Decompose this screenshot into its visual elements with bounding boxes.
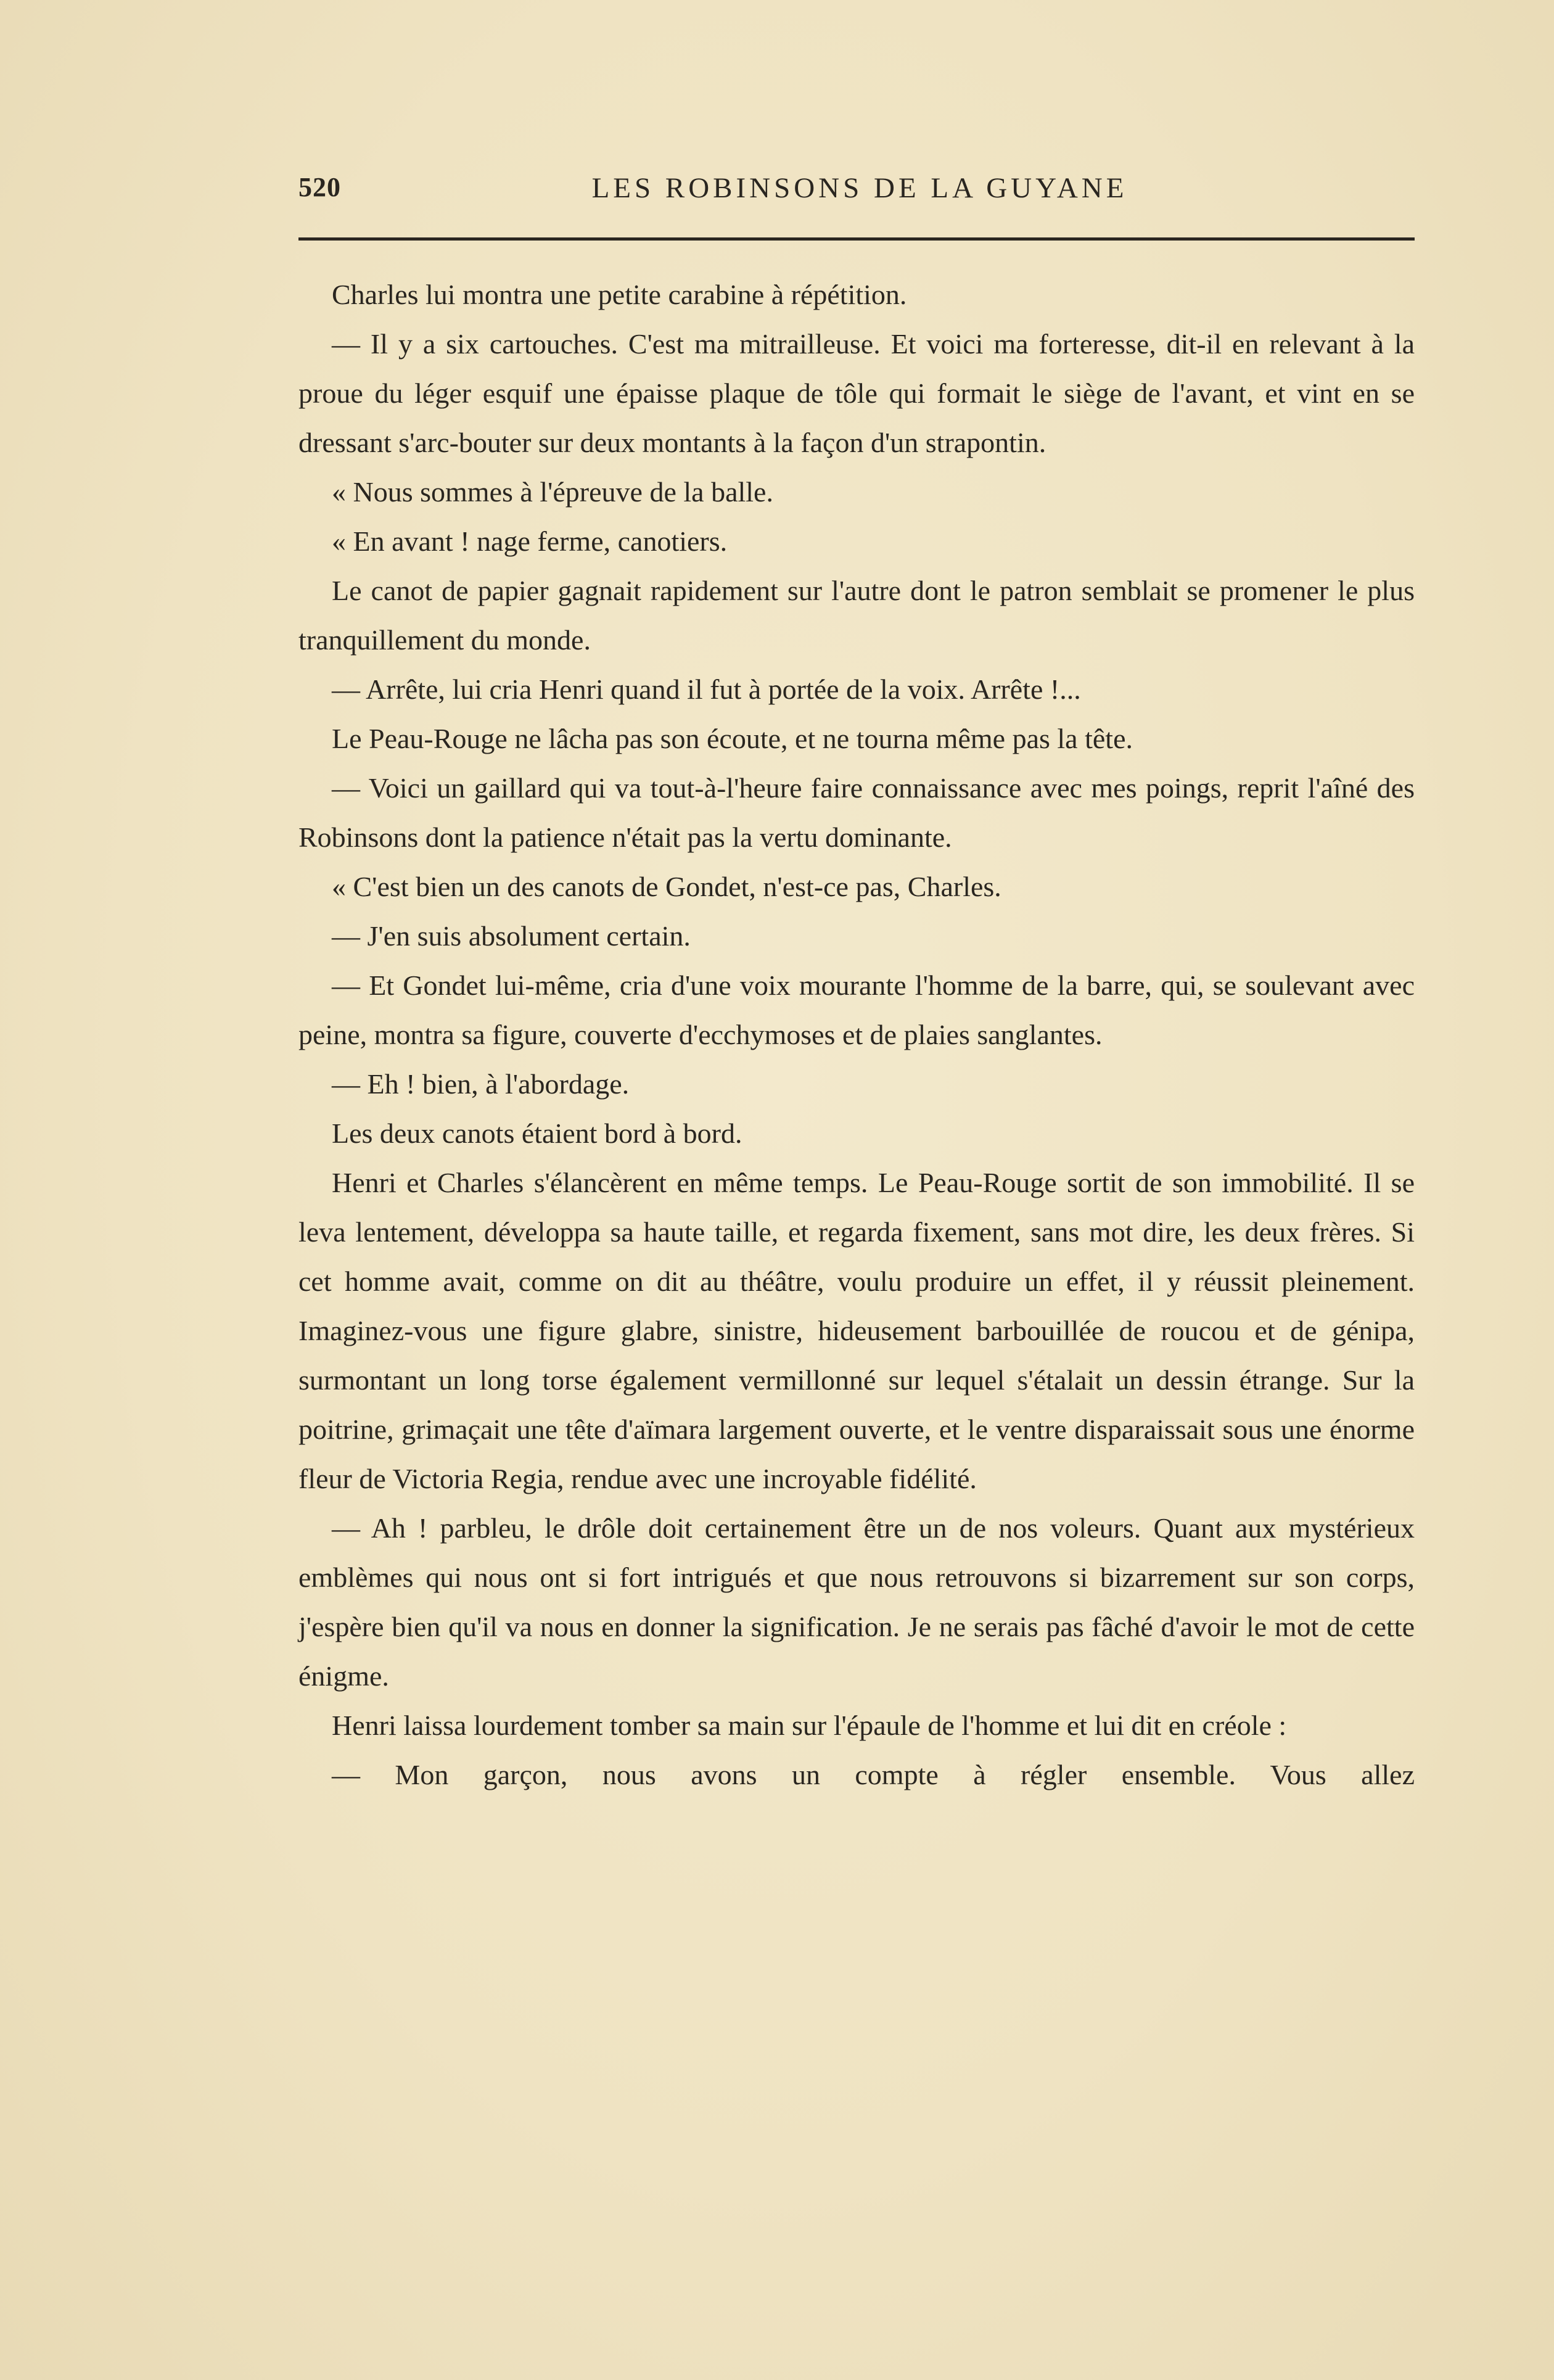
page-header [298, 171, 1415, 215]
paragraph: Charles lui montra une petite carabine à répétition. [332, 279, 907, 310]
paragraph: — Arrête, lui cria Henri quand il fut à portée de la voix. Arrête !... [332, 673, 1081, 705]
paragraph: Henri et Charles s'élancèrent en même temps. Le Peau-Rouge sortit de son immobilité. Il se leva lentement, développa sa haute taille, et regarda fixement, sans mot dire, les deux frères. Si cet homme avait, comme on dit au théâtre, voulu produire un effet, il y réussit pleinement. Imaginez-vous une figure glabre, sinistre, hideusement barbouillée de roucou et de génipa, surmontant un long torse également vermillonné sur lequel s'étalait un dessin étrange. Sur la poitrine, grimaçait une tête d'aïmara largement ouverte, et le ventre disparaissait sous une énorme fleur de Victoria Regia, rendue avec une incroyable fidélité. [298, 1167, 1415, 1494]
paragraph: — Mon garçon, nous avons un compte à régler ensemble. Vous allez [332, 1759, 1415, 1790]
running-title: LES ROBINSONS DE LA GUYANE [591, 172, 1128, 204]
paragraph: — Voici un gaillard qui va tout-à-l'heure faire connaissance avec mes poings, reprit l'aîné des Robinsons dont la patience n'était pas la vertu dominante. [298, 772, 1415, 853]
paragraph: Le Peau-Rouge ne lâcha pas son écoute, et ne tourna même pas la tête. [332, 723, 1133, 754]
paragraph: — Ah ! parbleu, le drôle doit certainement être un de nos voleurs. Quant aux mystérieux emblèmes qui nous ont si fort intrigués et que nous retrouvons si bizarrement sur son corps, j'espère bien qu'il va nous en donner la signification. Je ne serais pas fâché d'avoir le mot de cette énigme. [298, 1512, 1415, 1692]
paragraph: — Eh ! bien, à l'abordage. [332, 1068, 630, 1100]
paragraph: — Il y a six cartouches. C'est ma mitrailleuse. Et voici ma forteresse, dit-il en relevant à la proue du léger esquif une épaisse plaque de tôle qui formait le siège de l'avant, et vint en se dressant s'arc-bouter sur deux montants à la façon d'un strapontin. [298, 328, 1415, 458]
paragraph: « C'est bien un des canots de Gondet, n'est-ce pas, Charles. [332, 871, 1001, 902]
paragraph: Les deux canots étaient bord à bord. [332, 1118, 742, 1149]
paragraph: — J'en suis absolument certain. [332, 920, 691, 952]
page-number: 520 [298, 172, 341, 202]
header-rule [298, 237, 1415, 241]
paragraph: — Et Gondet lui-même, cria d'une voix mourante l'homme de la barre, qui, se soulevant avec peine, montra sa figure, couverte d'ecchymoses et de plaies sanglantes. [298, 970, 1415, 1050]
paragraph: Le canot de papier gagnait rapidement sur l'autre dont le patron semblait se promener le plus tranquillement du monde. [298, 575, 1415, 656]
paragraph: Henri laissa lourdement tomber sa main sur l'épaule de l'homme et lui dit en créole : [332, 1710, 1287, 1741]
paragraph: « Nous sommes à l'épreuve de la balle. [332, 476, 773, 508]
body-text [298, 270, 1415, 1800]
paragraph: « En avant ! nage ferme, canotiers. [332, 525, 728, 557]
